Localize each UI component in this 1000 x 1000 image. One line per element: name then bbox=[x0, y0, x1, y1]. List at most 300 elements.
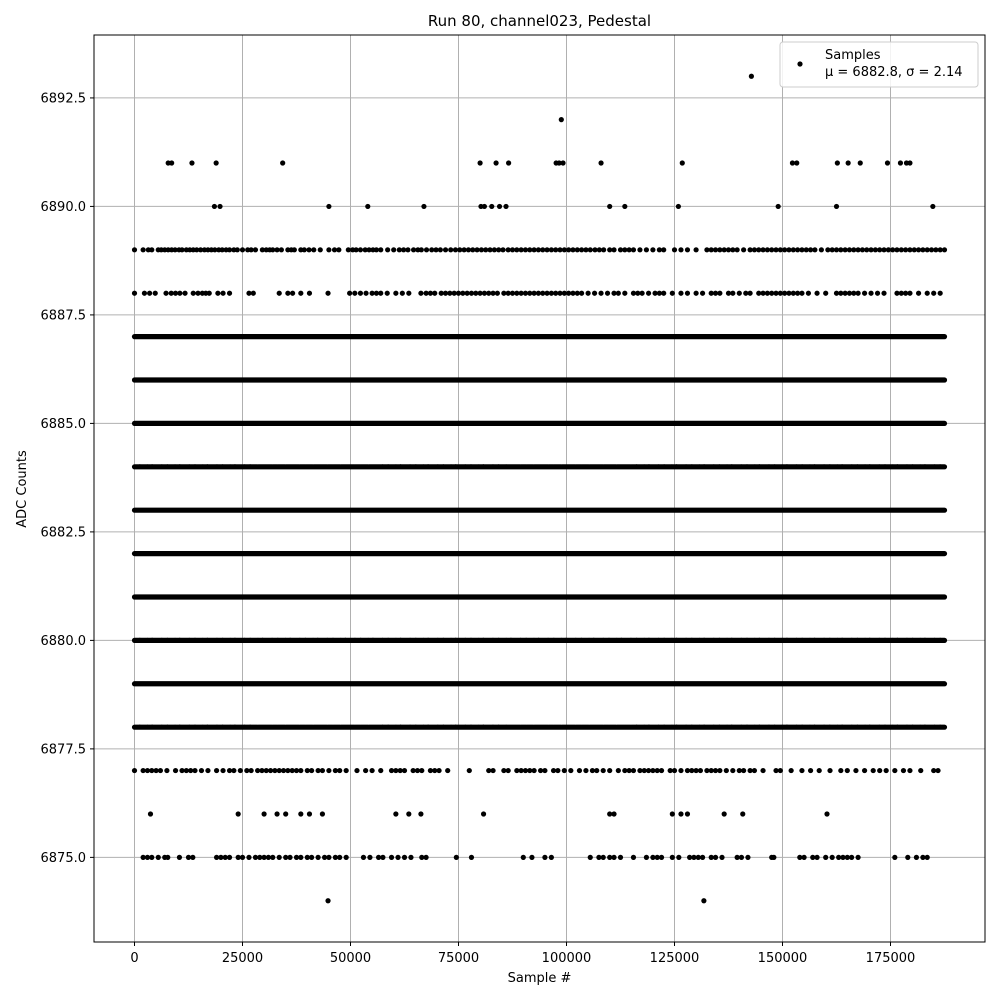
legend bbox=[780, 42, 978, 87]
sample-point bbox=[616, 768, 621, 773]
sample-point bbox=[337, 855, 342, 860]
sample-point bbox=[737, 291, 742, 296]
sample-point bbox=[678, 811, 683, 816]
sample-point bbox=[631, 247, 636, 252]
sample-point bbox=[361, 855, 366, 860]
sample-point bbox=[393, 811, 398, 816]
sample-point bbox=[419, 247, 424, 252]
sample-point bbox=[173, 768, 178, 773]
sample-point bbox=[363, 768, 368, 773]
sample-point bbox=[611, 855, 616, 860]
sample-point bbox=[326, 768, 331, 773]
sample-point bbox=[277, 291, 282, 296]
sample-point bbox=[309, 768, 314, 773]
sample-point bbox=[808, 768, 813, 773]
sample-point bbox=[199, 768, 204, 773]
sample-point bbox=[402, 768, 407, 773]
sample-point bbox=[406, 811, 411, 816]
sample-point bbox=[802, 855, 807, 860]
sample-point bbox=[789, 768, 794, 773]
sample-point bbox=[246, 855, 251, 860]
sample-point bbox=[141, 247, 146, 252]
sample-point bbox=[823, 291, 828, 296]
sample-point bbox=[938, 291, 943, 296]
sample-point bbox=[445, 768, 450, 773]
sample-point bbox=[354, 768, 359, 773]
sample-point bbox=[601, 855, 606, 860]
sample-point bbox=[503, 204, 508, 209]
sample-point bbox=[672, 768, 677, 773]
sample-point bbox=[717, 291, 722, 296]
sample-point bbox=[598, 291, 603, 296]
sample-point bbox=[142, 291, 147, 296]
legend-label: Samples bbox=[825, 48, 881, 63]
sample-point bbox=[752, 768, 757, 773]
sample-point bbox=[611, 247, 616, 252]
sample-point bbox=[212, 204, 217, 209]
sample-point bbox=[436, 768, 441, 773]
sample-point bbox=[506, 768, 511, 773]
sample-point bbox=[562, 768, 567, 773]
sample-point bbox=[192, 768, 197, 773]
sample-point bbox=[735, 247, 740, 252]
sample-point bbox=[454, 855, 459, 860]
sample-point bbox=[251, 291, 256, 296]
sample-point bbox=[858, 160, 863, 165]
sample-point bbox=[156, 855, 161, 860]
sample-point bbox=[298, 855, 303, 860]
sample-point bbox=[898, 160, 903, 165]
sample-point bbox=[481, 811, 486, 816]
sample-point bbox=[588, 855, 593, 860]
sample-point bbox=[253, 247, 258, 252]
sample-point bbox=[605, 291, 610, 296]
sample-point bbox=[214, 160, 219, 165]
sample-point bbox=[287, 855, 292, 860]
x-tick-label: 175000 bbox=[865, 951, 916, 966]
sample-point bbox=[907, 768, 912, 773]
sample-point bbox=[443, 247, 448, 252]
sample-point bbox=[741, 768, 746, 773]
sample-point bbox=[806, 291, 811, 296]
sample-point bbox=[914, 855, 919, 860]
sample-point bbox=[875, 291, 880, 296]
sample-point bbox=[500, 247, 505, 252]
sample-point bbox=[490, 768, 495, 773]
sample-point bbox=[292, 247, 297, 252]
y-tick-label: 6887.5 bbox=[40, 308, 86, 324]
sample-point bbox=[598, 160, 603, 165]
sample-point bbox=[285, 291, 290, 296]
sample-point bbox=[778, 768, 783, 773]
sample-point bbox=[618, 855, 623, 860]
sample-point bbox=[901, 768, 906, 773]
sample-point bbox=[493, 160, 498, 165]
sample-point bbox=[270, 855, 275, 860]
sample-point bbox=[601, 247, 606, 252]
sample-point bbox=[670, 291, 675, 296]
sample-point bbox=[601, 768, 606, 773]
sample-point bbox=[776, 204, 781, 209]
sample-point bbox=[316, 855, 321, 860]
sample-point bbox=[326, 204, 331, 209]
sample-point bbox=[326, 247, 331, 252]
sample-point bbox=[905, 855, 910, 860]
sample-point bbox=[881, 291, 886, 296]
sample-point bbox=[856, 291, 861, 296]
sample-point bbox=[607, 768, 612, 773]
sample-point bbox=[418, 811, 423, 816]
sample-point bbox=[469, 855, 474, 860]
sample-point bbox=[421, 204, 426, 209]
sample-point bbox=[380, 855, 385, 860]
sample-point bbox=[611, 811, 616, 816]
sample-point bbox=[661, 247, 666, 252]
sample-point bbox=[542, 768, 547, 773]
sample-point bbox=[220, 291, 225, 296]
sample-point bbox=[892, 855, 897, 860]
sample-point bbox=[586, 291, 591, 296]
sample-point bbox=[646, 291, 651, 296]
sample-point bbox=[579, 291, 584, 296]
sample-point bbox=[529, 855, 534, 860]
sample-point bbox=[868, 291, 873, 296]
sample-point bbox=[227, 291, 232, 296]
sample-point bbox=[220, 768, 225, 773]
sample-point bbox=[311, 247, 316, 252]
sample-point bbox=[424, 247, 429, 252]
sample-point bbox=[419, 768, 424, 773]
sample-point bbox=[856, 855, 861, 860]
sample-point bbox=[367, 855, 372, 860]
sample-point bbox=[594, 768, 599, 773]
sample-point bbox=[862, 768, 867, 773]
sample-point bbox=[378, 291, 383, 296]
sample-point bbox=[724, 768, 729, 773]
sample-point bbox=[358, 291, 363, 296]
sample-point bbox=[637, 247, 642, 252]
sample-point bbox=[347, 291, 352, 296]
sample-point bbox=[607, 204, 612, 209]
sample-point bbox=[794, 160, 799, 165]
sample-point bbox=[884, 768, 889, 773]
sample-point bbox=[771, 855, 776, 860]
sample-point bbox=[730, 768, 735, 773]
sample-point bbox=[378, 247, 383, 252]
sample-point bbox=[495, 291, 500, 296]
sample-point bbox=[701, 898, 706, 903]
sample-point bbox=[568, 768, 573, 773]
x-tick-label: 125000 bbox=[649, 951, 700, 966]
sample-point bbox=[302, 247, 307, 252]
sample-point bbox=[262, 811, 267, 816]
sample-point bbox=[205, 768, 210, 773]
sample-point bbox=[907, 291, 912, 296]
sample-point bbox=[132, 247, 137, 252]
y-axis-label: ADC Counts bbox=[15, 450, 30, 528]
y-tick-label: 6882.5 bbox=[40, 525, 86, 541]
sample-point bbox=[849, 855, 854, 860]
sample-point bbox=[391, 247, 396, 252]
sample-point bbox=[235, 247, 240, 252]
sample-point bbox=[393, 291, 398, 296]
sample-point bbox=[163, 291, 168, 296]
sample-point bbox=[549, 855, 554, 860]
sample-point bbox=[892, 768, 897, 773]
x-tick-label: 100000 bbox=[541, 951, 592, 966]
sample-point bbox=[148, 811, 153, 816]
sample-point bbox=[207, 291, 212, 296]
x-tick-label: 25000 bbox=[221, 951, 264, 966]
sample-point bbox=[521, 855, 526, 860]
sample-point bbox=[149, 247, 154, 252]
sample-point bbox=[834, 204, 839, 209]
sample-point bbox=[532, 768, 537, 773]
y-tick-label: 6885.0 bbox=[40, 416, 86, 432]
sample-point bbox=[799, 291, 804, 296]
sample-point bbox=[280, 160, 285, 165]
sample-point bbox=[672, 247, 677, 252]
sample-point bbox=[942, 247, 947, 252]
sample-point bbox=[325, 291, 330, 296]
sample-point bbox=[378, 768, 383, 773]
sample-point bbox=[227, 855, 232, 860]
sample-point bbox=[799, 768, 804, 773]
sample-point bbox=[845, 768, 850, 773]
sample-point bbox=[918, 768, 923, 773]
sample-point bbox=[424, 855, 429, 860]
sample-point bbox=[363, 291, 368, 296]
sample-point bbox=[749, 74, 754, 79]
sample-point bbox=[622, 204, 627, 209]
sample-point bbox=[713, 855, 718, 860]
sample-point bbox=[177, 291, 182, 296]
sample-point bbox=[700, 291, 705, 296]
sample-point bbox=[583, 768, 588, 773]
sample-point bbox=[320, 768, 325, 773]
sample-point bbox=[631, 855, 636, 860]
y-tick-label: 6890.0 bbox=[40, 199, 86, 215]
sample-point bbox=[659, 855, 664, 860]
sample-point bbox=[231, 768, 236, 773]
sample-point bbox=[149, 855, 154, 860]
sample-point bbox=[640, 291, 645, 296]
sample-point bbox=[365, 204, 370, 209]
sample-point bbox=[748, 291, 753, 296]
sample-point bbox=[277, 855, 282, 860]
sample-point bbox=[418, 291, 423, 296]
sample-point bbox=[678, 291, 683, 296]
sample-point bbox=[588, 247, 593, 252]
x-tick-label: 150000 bbox=[757, 951, 808, 966]
sample-point bbox=[670, 855, 675, 860]
sample-point bbox=[935, 768, 940, 773]
sample-point bbox=[298, 291, 303, 296]
sample-point bbox=[644, 855, 649, 860]
sample-point bbox=[408, 855, 413, 860]
sample-point bbox=[169, 160, 174, 165]
sample-point bbox=[406, 291, 411, 296]
sample-point bbox=[853, 768, 858, 773]
sample-point bbox=[307, 291, 312, 296]
sample-point bbox=[717, 768, 722, 773]
sample-point bbox=[177, 855, 182, 860]
sample-point bbox=[385, 247, 390, 252]
sample-point bbox=[217, 204, 222, 209]
sample-point bbox=[236, 811, 241, 816]
sample-point bbox=[389, 855, 394, 860]
sample-point bbox=[685, 291, 690, 296]
sample-point bbox=[240, 247, 245, 252]
sample-point bbox=[402, 855, 407, 860]
sample-point bbox=[719, 855, 724, 860]
sample-point bbox=[661, 291, 666, 296]
x-tick-label: 75000 bbox=[437, 951, 480, 966]
sample-point bbox=[760, 768, 765, 773]
sample-point bbox=[930, 204, 935, 209]
sample-point bbox=[830, 855, 835, 860]
sample-point bbox=[298, 768, 303, 773]
sample-point bbox=[817, 768, 822, 773]
sample-point bbox=[819, 247, 824, 252]
sample-point bbox=[132, 768, 137, 773]
sample-point bbox=[678, 247, 683, 252]
sample-point bbox=[925, 855, 930, 860]
sample-point bbox=[745, 855, 750, 860]
sample-point bbox=[678, 768, 683, 773]
sample-point bbox=[448, 247, 453, 252]
sample-point bbox=[395, 855, 400, 860]
sample-point bbox=[659, 768, 664, 773]
y-tick-label: 6875.0 bbox=[40, 850, 86, 866]
sample-point bbox=[344, 855, 349, 860]
sample-point bbox=[478, 160, 483, 165]
sample-point bbox=[337, 768, 342, 773]
sample-point bbox=[814, 291, 819, 296]
sample-point bbox=[385, 291, 390, 296]
sample-point bbox=[290, 291, 295, 296]
sample-point bbox=[467, 768, 472, 773]
y-tick-label: 6877.5 bbox=[40, 742, 86, 758]
sample-point bbox=[489, 204, 494, 209]
sample-point bbox=[132, 291, 137, 296]
sample-point bbox=[320, 811, 325, 816]
sample-point bbox=[559, 117, 564, 122]
sample-point bbox=[592, 291, 597, 296]
sample-point bbox=[739, 855, 744, 860]
sample-point bbox=[577, 768, 582, 773]
sample-point bbox=[670, 811, 675, 816]
sample-point bbox=[631, 768, 636, 773]
sample-point bbox=[370, 768, 375, 773]
sample-point bbox=[182, 291, 187, 296]
sample-point bbox=[812, 247, 817, 252]
sample-point bbox=[823, 855, 828, 860]
x-tick-label: 0 bbox=[130, 951, 139, 966]
sample-point bbox=[497, 204, 502, 209]
sample-point bbox=[344, 768, 349, 773]
sample-point bbox=[680, 160, 685, 165]
sample-point bbox=[741, 247, 746, 252]
sample-point bbox=[676, 855, 681, 860]
sample-point bbox=[925, 291, 930, 296]
sample-point bbox=[685, 811, 690, 816]
sample-point bbox=[438, 247, 443, 252]
sample-point bbox=[846, 160, 851, 165]
sample-point bbox=[336, 247, 341, 252]
sample-point bbox=[400, 291, 405, 296]
sample-point bbox=[824, 811, 829, 816]
sample-point bbox=[694, 291, 699, 296]
sample-point bbox=[215, 291, 220, 296]
sample-point bbox=[814, 855, 819, 860]
sample-point bbox=[352, 291, 357, 296]
sample-point bbox=[835, 160, 840, 165]
sample-point bbox=[307, 811, 312, 816]
sample-point bbox=[916, 291, 921, 296]
sample-point bbox=[877, 768, 882, 773]
sample-point bbox=[274, 811, 279, 816]
sample-point bbox=[560, 160, 565, 165]
sample-point bbox=[147, 291, 152, 296]
sample-point bbox=[862, 291, 867, 296]
sample-point bbox=[358, 247, 363, 252]
sample-point bbox=[644, 247, 649, 252]
sample-point bbox=[555, 768, 560, 773]
chart-title: Run 80, channel023, Pedestal bbox=[427, 12, 652, 30]
sample-point bbox=[164, 768, 169, 773]
sample-point bbox=[283, 811, 288, 816]
sample-point bbox=[838, 768, 843, 773]
sample-point bbox=[240, 855, 245, 860]
sample-point bbox=[306, 247, 311, 252]
legend-marker bbox=[797, 61, 802, 66]
sample-point bbox=[907, 160, 912, 165]
sample-point bbox=[214, 768, 219, 773]
sample-point bbox=[698, 768, 703, 773]
sample-point bbox=[616, 291, 621, 296]
sample-point bbox=[482, 204, 487, 209]
sample-point bbox=[730, 291, 735, 296]
sample-point bbox=[432, 291, 437, 296]
y-tick-label: 6880.0 bbox=[40, 633, 86, 649]
sample-point bbox=[238, 768, 243, 773]
sample-point bbox=[650, 247, 655, 252]
sample-point bbox=[506, 160, 511, 165]
y-tick-label: 6892.5 bbox=[40, 91, 86, 107]
sample-point bbox=[165, 855, 170, 860]
sample-point bbox=[158, 768, 163, 773]
sample-point bbox=[298, 811, 303, 816]
sample-point bbox=[309, 855, 314, 860]
sample-point bbox=[279, 247, 284, 252]
sample-point bbox=[722, 811, 727, 816]
sample-point bbox=[542, 855, 547, 860]
sample-point bbox=[191, 291, 196, 296]
sample-point bbox=[318, 247, 323, 252]
sample-point bbox=[700, 855, 705, 860]
sample-point bbox=[685, 247, 690, 252]
sample-point bbox=[676, 204, 681, 209]
sample-point bbox=[740, 811, 745, 816]
sample-point bbox=[190, 855, 195, 860]
sample-point bbox=[189, 160, 194, 165]
sample-point bbox=[249, 768, 254, 773]
x-axis-label: Sample # bbox=[507, 971, 572, 986]
legend-stats: μ = 6882.8, σ = 2.14 bbox=[825, 65, 963, 80]
sample-point bbox=[694, 247, 699, 252]
sample-point bbox=[931, 291, 936, 296]
